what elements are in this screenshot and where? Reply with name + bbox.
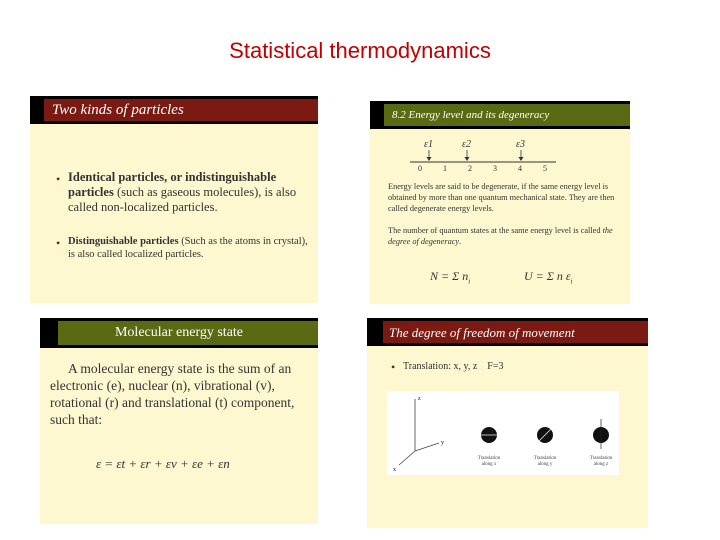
bullet-text: (such as gaseous molecules), is also called non-localized particles. [68,185,297,214]
bullet-bold-text: Distinguishable particles [68,236,179,247]
slide-header-title: Two kinds of particles [52,102,184,118]
molecular-energy-description: A molecular energy state is the sum of an electronic (e), nuclear (n), vibrational (v), rotational (r) and translational (t) component, such that: [50,361,295,427]
slide-degree-of-freedom[interactable] [367,318,648,528]
caption-text: along y [537,462,553,467]
bullet-icon: • [56,236,61,250]
degeneracy-definition: Energy levels are said to be degenerate, if the same energy level is obtained by more than one quantum mechanical state. They are then called degenerate energy levels. [388,182,615,213]
caption-text: along z [593,462,609,467]
degeneracy-count-text [388,225,622,247]
slide-molecular-energy-state[interactable] [40,318,318,524]
slide-header [370,101,630,129]
slide-header [367,318,648,346]
translation-bullet: Translation: x, y, z F=3 [403,361,504,372]
energy-sum-equation: ε = εt + εr + εv + εe + εn [96,456,230,471]
caption-text: Translation [589,456,613,461]
bullet-icon: • [56,172,61,186]
caption-text: Translation [533,456,557,461]
text-part: The number of quantum states at the same energy level is called [388,226,603,235]
bullet-distinguishable-particles [68,235,308,261]
energy-level-label-2: ε2 [462,139,471,150]
axis-label-z: z [418,396,421,402]
axis-tick-1: 1 [443,164,447,173]
axis-label-y: y [441,440,444,446]
formula-text: U = Σ n ε [524,269,571,283]
y-axis-line [415,443,439,451]
axis-tick-0: 0 [418,164,422,173]
caption-text: Translation [477,456,501,461]
bullet-icon: • [391,360,396,374]
formula-subscript: i [468,277,471,286]
page-title: Statistical thermodynamics [229,38,491,63]
bullet-identical-particles [68,170,308,215]
axis-tick-5: 5 [543,164,547,173]
energy-level-label-3: ε3 [516,139,525,150]
arrowhead-icon [427,157,432,161]
axis-tick-2: 2 [468,164,472,173]
text-part: . [459,237,462,246]
caption-text: along x [481,462,497,467]
translation-diagram [387,391,619,475]
slide-header-title: The degree of freedom of movement [389,325,575,340]
slide-header-title: 8.2 Energy level and its degeneracy [392,109,550,121]
formula-subscript: i [570,277,573,286]
formula-total-energy [524,269,573,285]
x-axis-line [399,451,415,465]
axis-tick-3: 3 [493,164,497,173]
formula-total-particles [430,269,470,285]
slide-two-kinds-of-particles[interactable] [30,96,318,303]
slide-header [40,318,318,348]
axis-tick-4: 4 [518,164,522,173]
bullet-bold-text: Identical particles, or indistinguishable particles [68,170,277,199]
slide-header-title: Molecular energy state [114,325,244,340]
energy-level-label-1: ε1 [424,139,433,150]
bullet-text: (Such as the atoms in crystal), is also called localized particles. [68,236,308,260]
arrowhead-icon [465,157,470,161]
emphasis-text: the degree of degeneracy [388,226,613,246]
slide-header [30,96,318,124]
axis-label-x: x [393,467,396,473]
formula-text: N = Σ n [430,269,469,283]
energy-level-diagram [370,133,630,183]
arrowhead-icon [519,157,524,161]
slide-energy-level-degeneracy[interactable] [370,101,630,304]
